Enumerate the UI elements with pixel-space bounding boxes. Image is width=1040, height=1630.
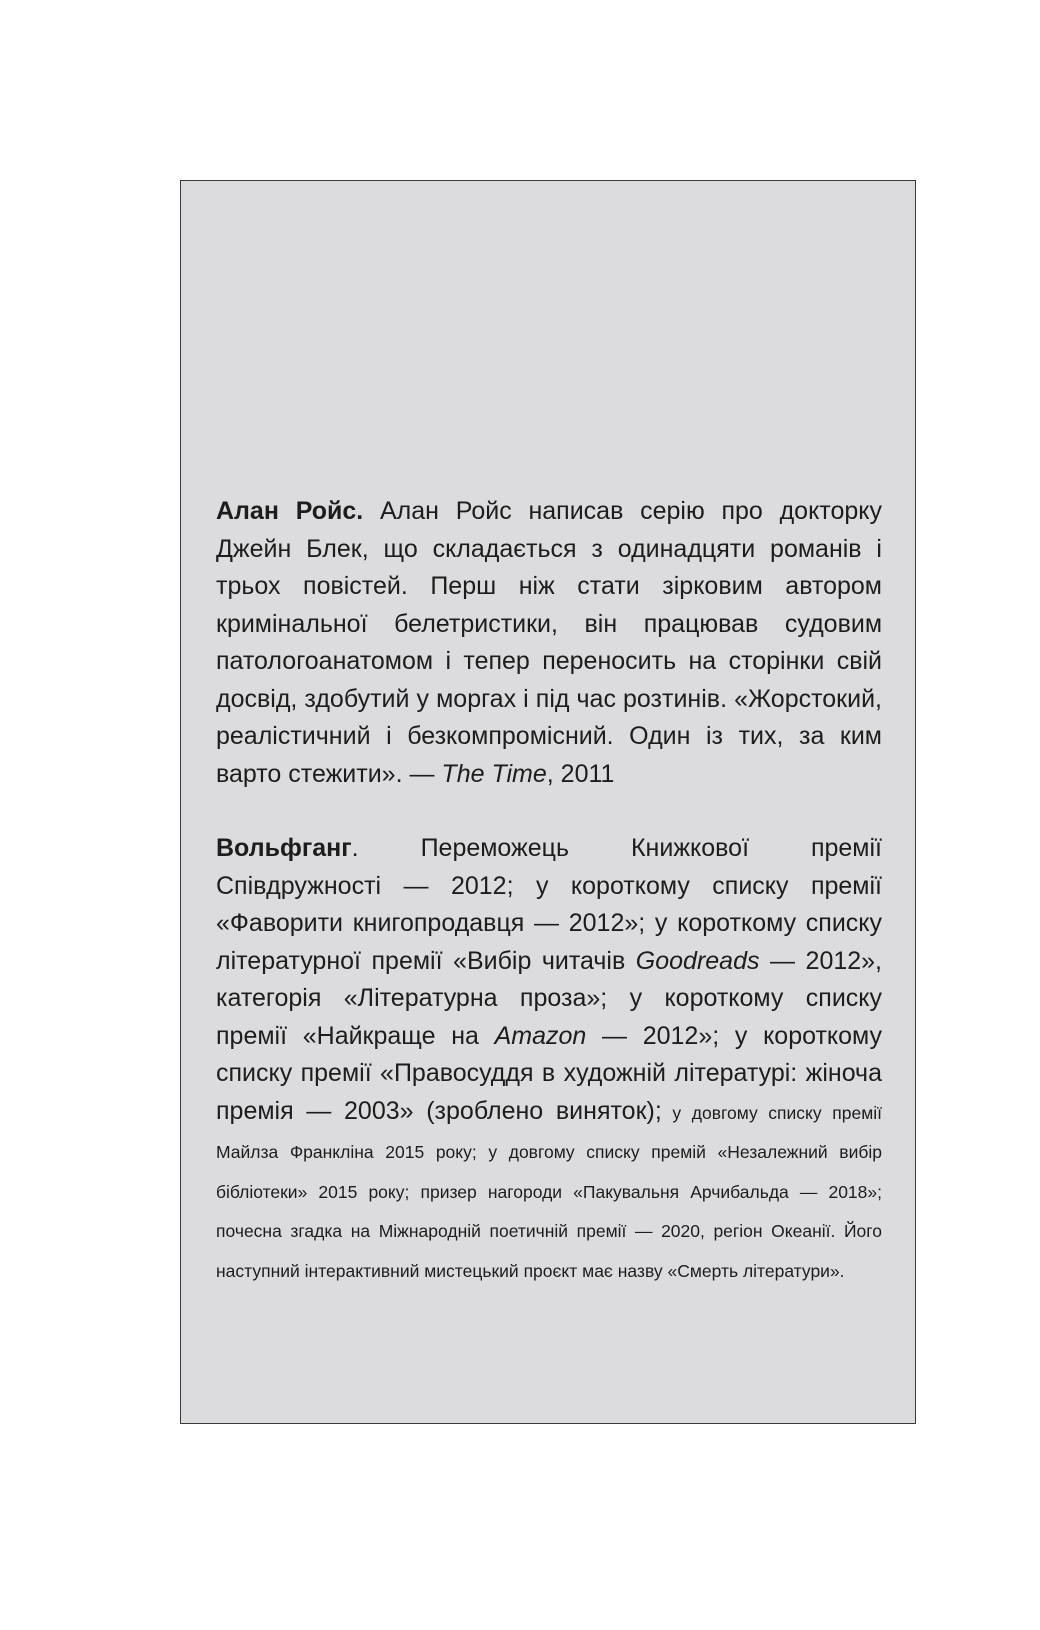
author-name-2: Вольфганг	[216, 834, 352, 862]
quote-source-1: The Time	[441, 759, 547, 788]
author-entry-2	[216, 830, 882, 1290]
author-bio-1: Алан Ройс написав серію про докторку Джейн Блек, що складається з одинадцяти романів і трьох повістей. Перш ніж стати зірковим автором кримінальної белетристики, він працював судовим патологоанатомом і тепер переносить на сторінки свій досвід, здобутий у моргах і під час розтинів. «Жорстокий, реалістичний і безкомпромісний. Один із тих, за ким варто стежити». —	[216, 497, 882, 788]
author-bio-2b: — 2012», категорія «Літературна проза»; у короткому списку премії «Найкраще на	[216, 946, 883, 1050]
italic-goodreads: Goodreads	[635, 946, 760, 975]
author-name-1: Алан Ройс.	[216, 497, 364, 525]
italic-amazon: Amazon	[494, 1021, 587, 1050]
book-panel	[180, 180, 916, 1424]
author-bio-2c: — 2012»; у короткому списку премії «Правосуддя в художній літературі: жіноча премія — 2003» (зроблено виняток);	[216, 1021, 883, 1125]
panel-content	[216, 493, 882, 1290]
entry-spacer	[216, 793, 882, 830]
author-bio-2-small: у довгому списку премії Майлза Франкліна 2015 року; у довгому списку премій «Незалежний вибір бібліотеки» 2015 року; призер нагороди «Пакувальня Арчибальда — 2018»; почесна згадка на Міжнародній поетичній премії — 2020, регіон Океанії. Його наступний інтерактивний мистецький проєкт має назву «Смерть літератури».	[216, 1102, 882, 1281]
author-bio-2a: . Переможець Книжкової премії Співдружності — 2012; у короткому списку премії «Фаворити книгопродавця — 2012»; у короткому списку літературної премії «Вибір читачів	[216, 834, 882, 975]
quote-year-1: , 2011	[546, 759, 615, 788]
author-entry-1	[216, 493, 882, 793]
